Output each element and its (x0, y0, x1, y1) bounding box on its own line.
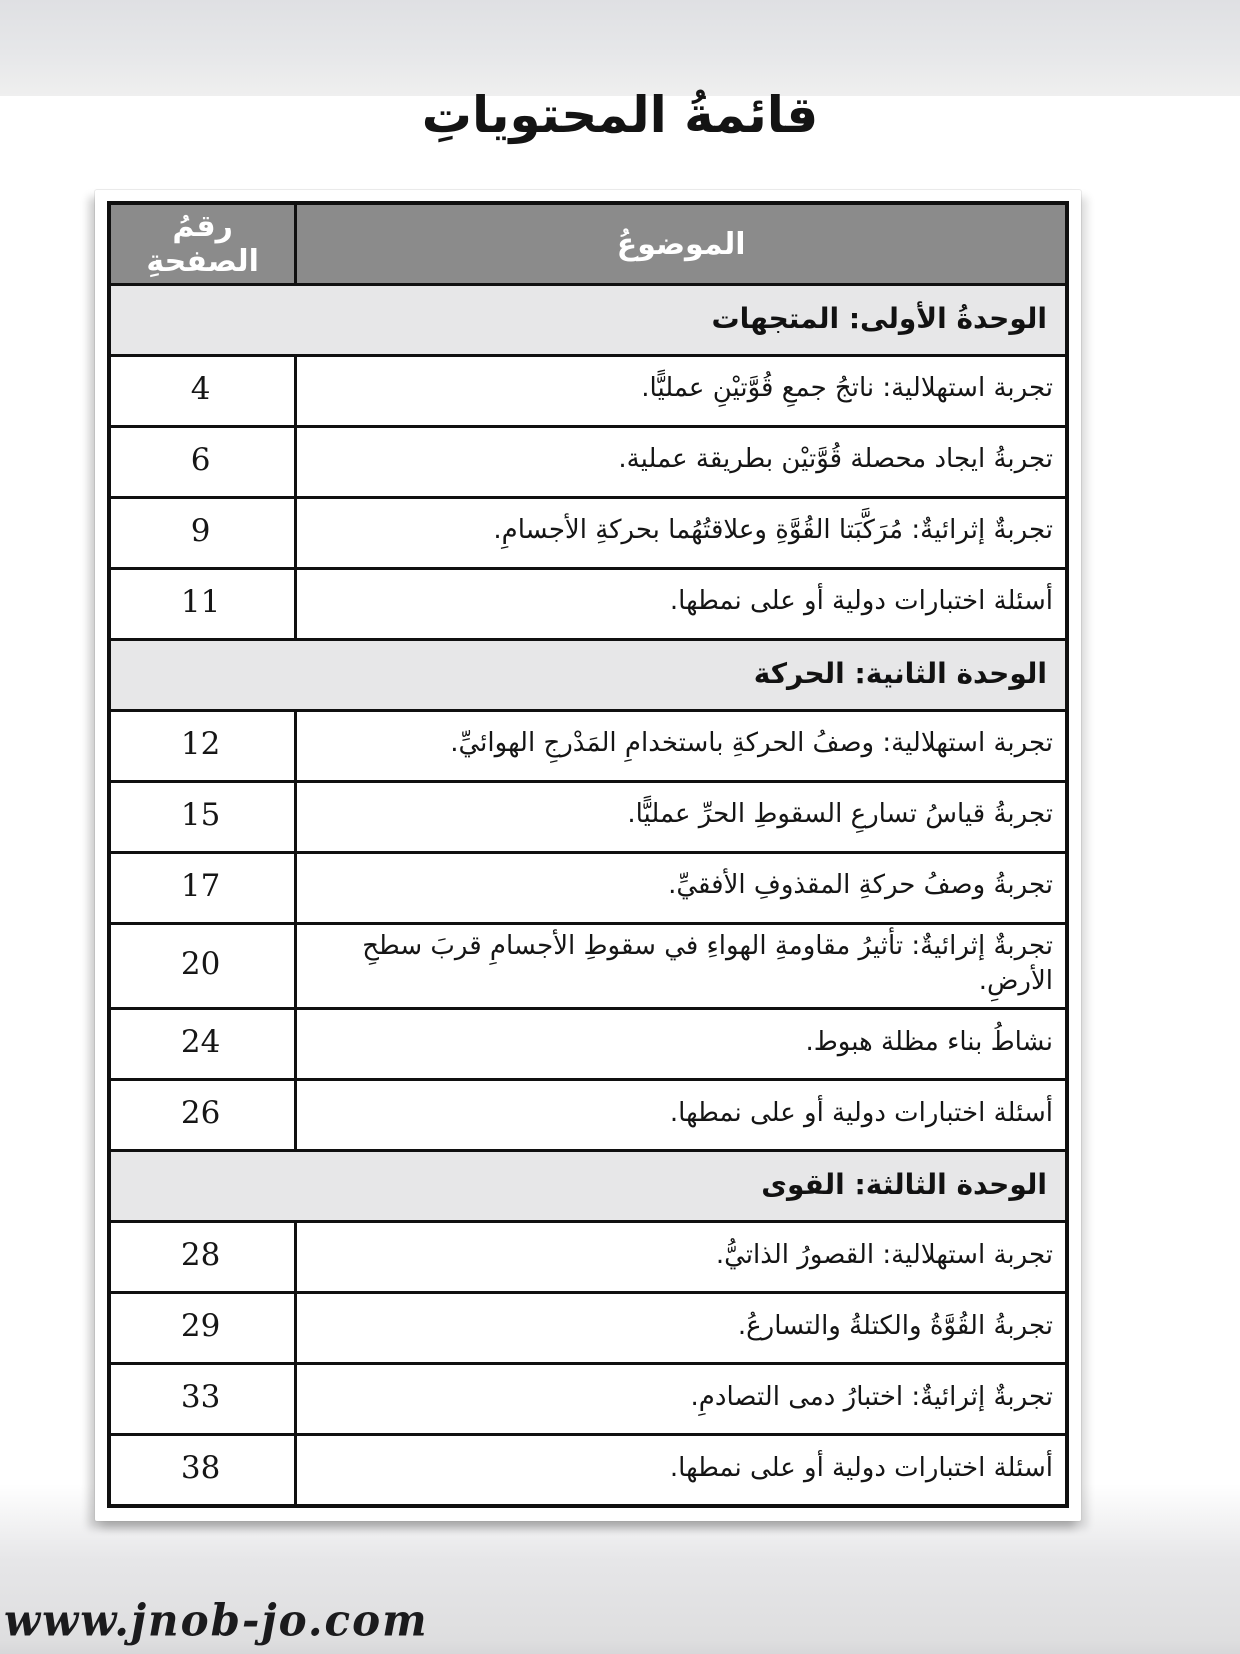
topic-cell: تجربةُ وصفُ حركةِ المقذوفِ الأفقيِّ. (296, 853, 1067, 924)
site-watermark: www.jnob-jo.com (4, 1594, 429, 1646)
page-number-cell: 38 (109, 1435, 296, 1507)
page-number-cell: 4 (109, 356, 296, 427)
table-row (109, 1364, 1067, 1435)
topic-cell: تجربةٌ إثرائيةٌ: تأثيرُ مقاومةِ الهواءِ في سقوطِ الأجسامِ قربَ سطحِ الأرضِ. (296, 924, 1067, 1009)
page-number-cell: 11 (109, 569, 296, 640)
page-number-cell: 6 (109, 427, 296, 498)
table-row (109, 1009, 1067, 1080)
topic-cell: تجربةُ قياسُ تسارعِ السقوطِ الحرِّ عمليًّا. (296, 782, 1067, 853)
table-row (109, 782, 1067, 853)
section-header-unit-1 (109, 285, 1067, 356)
table-row (109, 1293, 1067, 1364)
topic-cell: أسئلة اختبارات دولية أو على نمطها. (296, 1435, 1067, 1507)
page-top-gradient (0, 0, 1240, 96)
table-row (109, 1435, 1067, 1507)
section-title: الوحدة الثانية: الحركة (109, 640, 1067, 711)
topic-cell: نشاطُ بناء مظلة هبوط. (296, 1009, 1067, 1080)
page-number-cell: 17 (109, 853, 296, 924)
section-title: الوحدةُ الأولى: المتجهات (109, 285, 1067, 356)
table-row (109, 853, 1067, 924)
table-row (109, 427, 1067, 498)
topic-cell: أسئلة اختبارات دولية أو على نمطها. (296, 1080, 1067, 1151)
table-row (109, 711, 1067, 782)
topic-cell: تجربةُ القُوَّةُ والكتلةُ والتسارعُ. (296, 1293, 1067, 1364)
topic-cell: تجربة استهلالية: وصفُ الحركةِ باستخدامِ المَدْرجِ الهوائيِّ. (296, 711, 1067, 782)
topic-cell: تجربةٌ إثرائيةٌ: مُرَكَّبَتا القُوَّةِ وعلاقتُهُما بحركةِ الأجسامِ. (296, 498, 1067, 569)
page-number-cell: 12 (109, 711, 296, 782)
table-of-contents-card (95, 190, 1081, 1521)
table-row (109, 569, 1067, 640)
page-number-cell: 24 (109, 1009, 296, 1080)
page-number-cell: 26 (109, 1080, 296, 1151)
topic-column-header: الموضوعُ (296, 203, 1067, 285)
page-number-cell: 28 (109, 1222, 296, 1293)
page-title: قائمةُ المحتوياتِ (421, 86, 819, 144)
topic-cell: أسئلة اختبارات دولية أو على نمطها. (296, 569, 1067, 640)
table-header-row (109, 203, 1067, 285)
section-title: الوحدة الثالثة: القوى (109, 1151, 1067, 1222)
section-header-unit-2 (109, 640, 1067, 711)
table-of-contents (107, 201, 1069, 1508)
topic-cell: تجربةٌ إثرائيةٌ: اختبارُ دمى التصادمِ. (296, 1364, 1067, 1435)
table-row (109, 498, 1067, 569)
page-number-cell: 9 (109, 498, 296, 569)
topic-cell: تجربة استهلالية: ناتجُ جمعِ قُوَّتيْنِ عمليًّا. (296, 356, 1067, 427)
page-number-column-header: رقمُ الصفحةِ (109, 203, 296, 285)
topic-cell: تجربة استهلالية: القصورُ الذاتيُّ. (296, 1222, 1067, 1293)
page-number-cell: 20 (109, 924, 296, 1009)
table-row (109, 924, 1067, 1009)
page-number-cell: 29 (109, 1293, 296, 1364)
section-header-unit-3 (109, 1151, 1067, 1222)
table-row (109, 1080, 1067, 1151)
page-number-cell: 15 (109, 782, 296, 853)
page-number-cell: 33 (109, 1364, 296, 1435)
topic-cell: تجربةُ ايجاد محصلة قُوَّتيْن بطريقة عملية. (296, 427, 1067, 498)
table-row (109, 356, 1067, 427)
table-row (109, 1222, 1067, 1293)
